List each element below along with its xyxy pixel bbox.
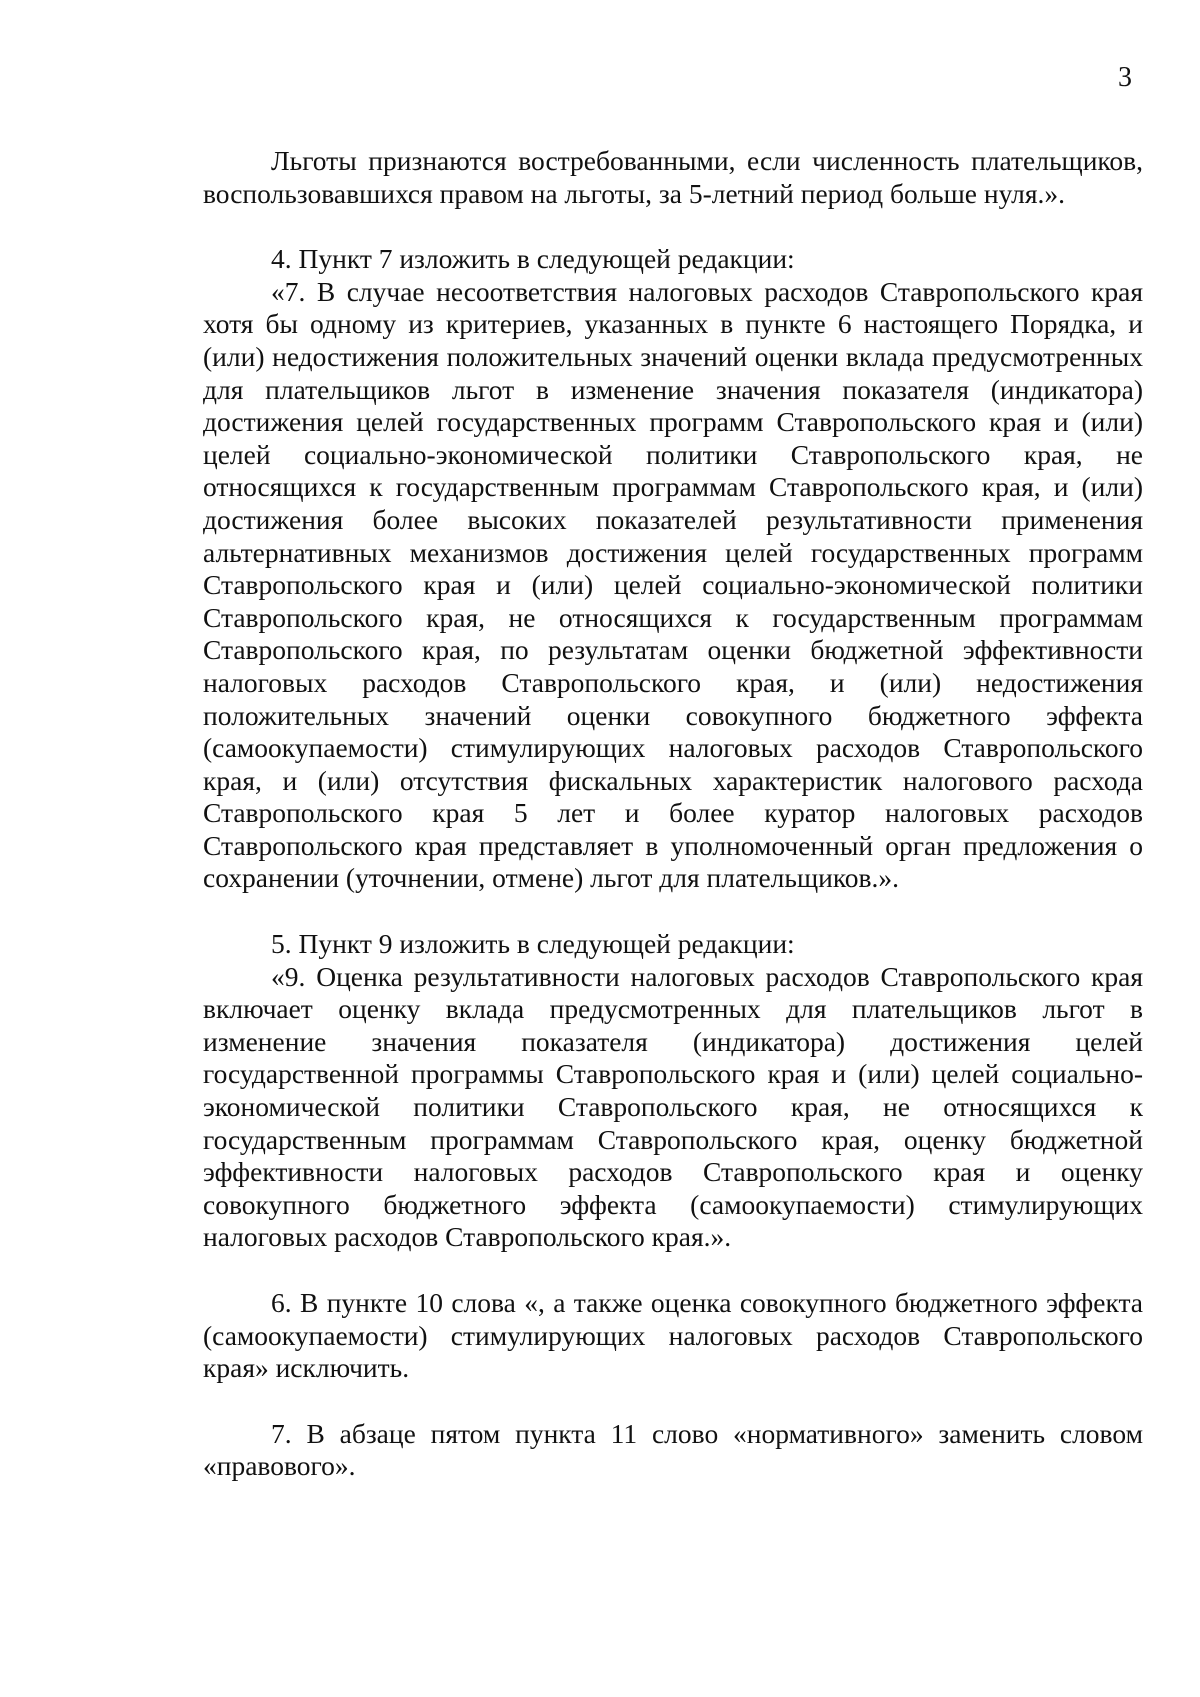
paragraph-benefits-demand: Льготы признаются востребованными, если численность плательщиков, воспользовавшихся правом на льготы, за 5-летний период больше нуля.».: [203, 145, 1143, 209]
paragraph-item-5-heading: 5. Пункт 9 изложить в следующей редакции:: [271, 928, 795, 960]
document-body: [203, 145, 1143, 1483]
paragraph-item-7-text: «7. В случае несоответствия налоговых расходов Ставропольского края хотя бы одному из критериев, указанных в пункте 6 настоящего Порядка, и (или) недостижения положительных значений оценки вклада предусмотренных для плательщиков льгот в изменение значения показателя (индикатора) достижения целей государственных программ Ставропольского края и (или) целей социально-экономической политики Ставропольского края, не относящихся к государственным программам Ставропольского края, и (или) достижения более высоких показателей результативности применения альтернативных механизмов достижения целей государственных программ Ставропольского края и (или) целей социально-экономической политики Ставропольского края, не относящихся к государственным программам Ставропольского края, по результатам оценки бюджетной эффективности налоговых расходов Ставропольского края, и (или) недостижения положительных значений оценки совокупного бюджетного эффекта (самоокупаемости) стимулирующих налоговых расходов Ставропольского края, и (или) отсутствия фискальных характеристик налогового расхода Ставропольского края 5 лет и более куратор налоговых расходов Ставропольского края представляет в уполномоченный орган предложения о сохранении (уточнении, отмене) льгот для плательщиков.».: [203, 275, 1143, 894]
paragraph-item-6: 6. В пункте 10 слова «, а также оценка совокупного бюджетного эффекта (самоокупаемости) стимулирующих налоговых расходов Ставропольского края» исключить.: [203, 1287, 1143, 1384]
page-number: 3: [1118, 62, 1132, 93]
paragraph-item-9-text: «9. Оценка результативности налоговых расходов Ставропольского края включает оценку вклада предусмотренных для плательщиков льгот в изменение значения показателя (индикатора) достижения целей государственной программы Ставропольского края и (или) целей социально-экономической политики Ставропольского края, не относящихся к государственным программам Ставропольского края, оценку бюджетной эффективности налоговых расходов Ставропольского края и оценку совокупного бюджетного эффекта (самоокупаемости) стимулирующих налоговых расходов Ставропольского края.».: [203, 960, 1143, 1253]
paragraph-item-7: 7. В абзаце пятом пункта 11 слово «нормативного» заменить словом «правового».: [203, 1417, 1143, 1482]
paragraph-item-4-heading: 4. Пункт 7 изложить в следующей редакции:: [271, 243, 795, 275]
